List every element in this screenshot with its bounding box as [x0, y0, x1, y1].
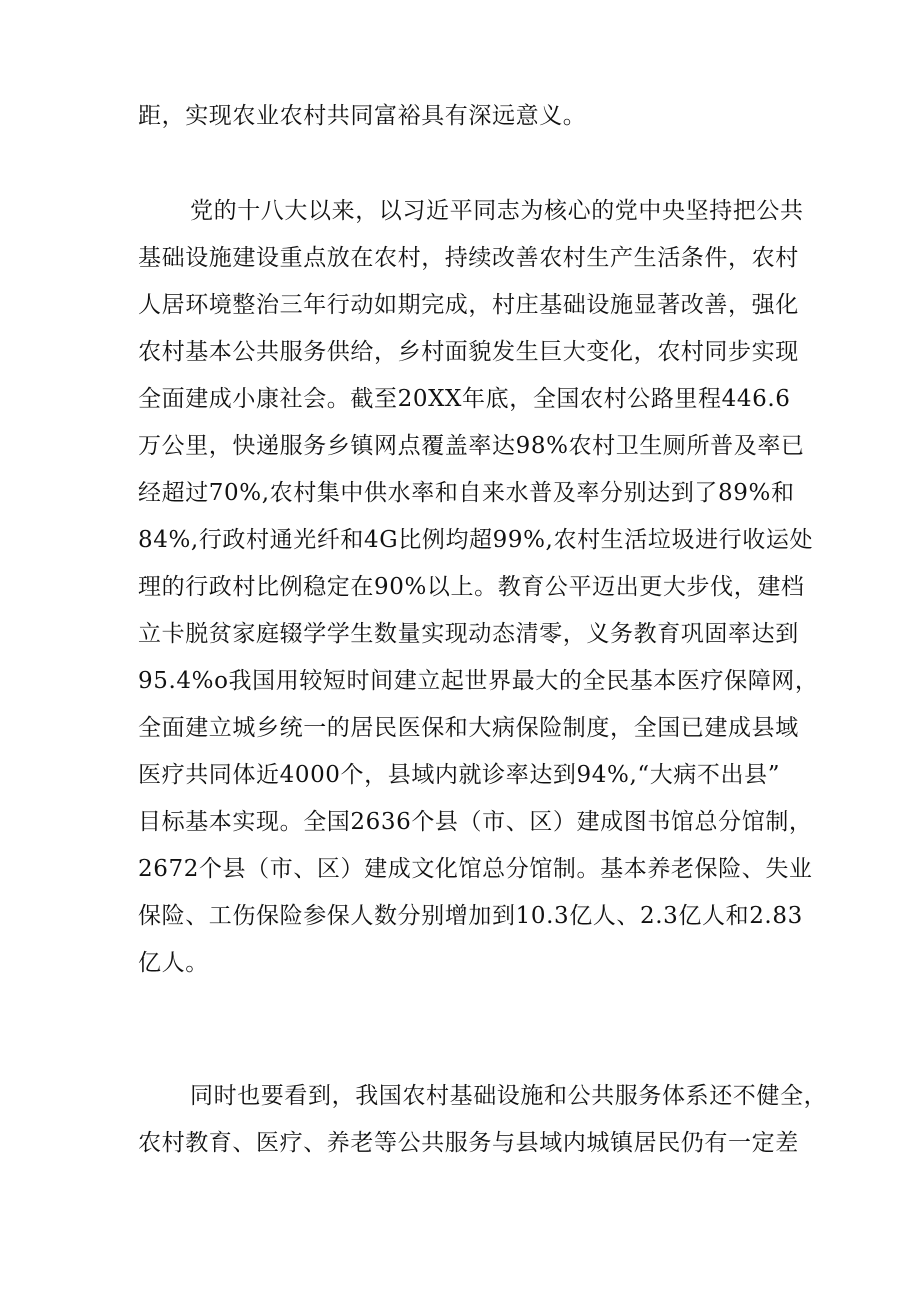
paragraph-line: 医疗共同体近4000个，县域内就诊率达到94%,“大病不出县”	[138, 762, 781, 788]
paragraph-line: 农村基本公共服务供给，乡村面貌发生巨大变化，农村同步实现	[138, 339, 799, 365]
paragraph-line: 党的十八大以来，以习近平同志为核心的党中央坚持把公共	[190, 198, 804, 224]
paragraph-line: 经超过70%,农村集中供水率和自来水普及率分别达到了89%和	[138, 480, 795, 506]
paragraph-line: 95.4%o我国用较短时间建立起世界最大的全民基本医疗保障网，	[138, 668, 819, 694]
paragraph-line: 保险、工伤保险参保人数分别增加到10.3亿人、2.3亿人和2.83	[138, 903, 803, 929]
paragraph-line: 全面建立城乡统一的居民医保和大病保险制度，全国已建成县域	[138, 715, 799, 741]
paragraph-line: 理的行政村比例稳定在90%以上。教育公平迈出更大步伐，建档	[138, 574, 805, 600]
paragraph-line: 人居环境整治三年行动如期完成，村庄基础设施显著改善，强化	[138, 292, 799, 318]
paragraph-line: 2672个县（市、区）建成文化馆总分馆制。基本养老保险、失业	[138, 856, 813, 882]
paragraph-line: 全面建成小康社会。截至20XX年底，全国农村公路里程446.6	[138, 386, 791, 412]
paragraph-line: 基础设施建设重点放在农村，持续改善农村生产生活条件，农村	[138, 245, 799, 271]
paragraph-line: 同时也要看到，我国农村基础设施和公共服务体系还不健全，	[190, 1083, 828, 1109]
paragraph-line: 万公里，快递服务乡镇网点覆盖率达98%农村卫生厕所普及率已	[138, 433, 805, 459]
paragraph-line: 84%,行政村通光纤和4G比例均超99%,农村生活垃圾进行收运处	[138, 527, 814, 553]
paragraph-line: 距，实现农业农村共同富裕具有深远意义。	[138, 103, 587, 129]
paragraph-line: 立卡脱贫家庭辍学学生数量实现动态清零，义务教育巩固率达到	[138, 621, 799, 647]
paragraph-line: 目标基本实现。全国2636个县（市、区）建成图书馆总分馆制，	[138, 809, 813, 835]
paragraph-line: 亿人。	[138, 950, 209, 976]
paragraph-line: 农村教育、医疗、养老等公共服务与县域内城镇居民仍有一定差	[138, 1130, 799, 1156]
